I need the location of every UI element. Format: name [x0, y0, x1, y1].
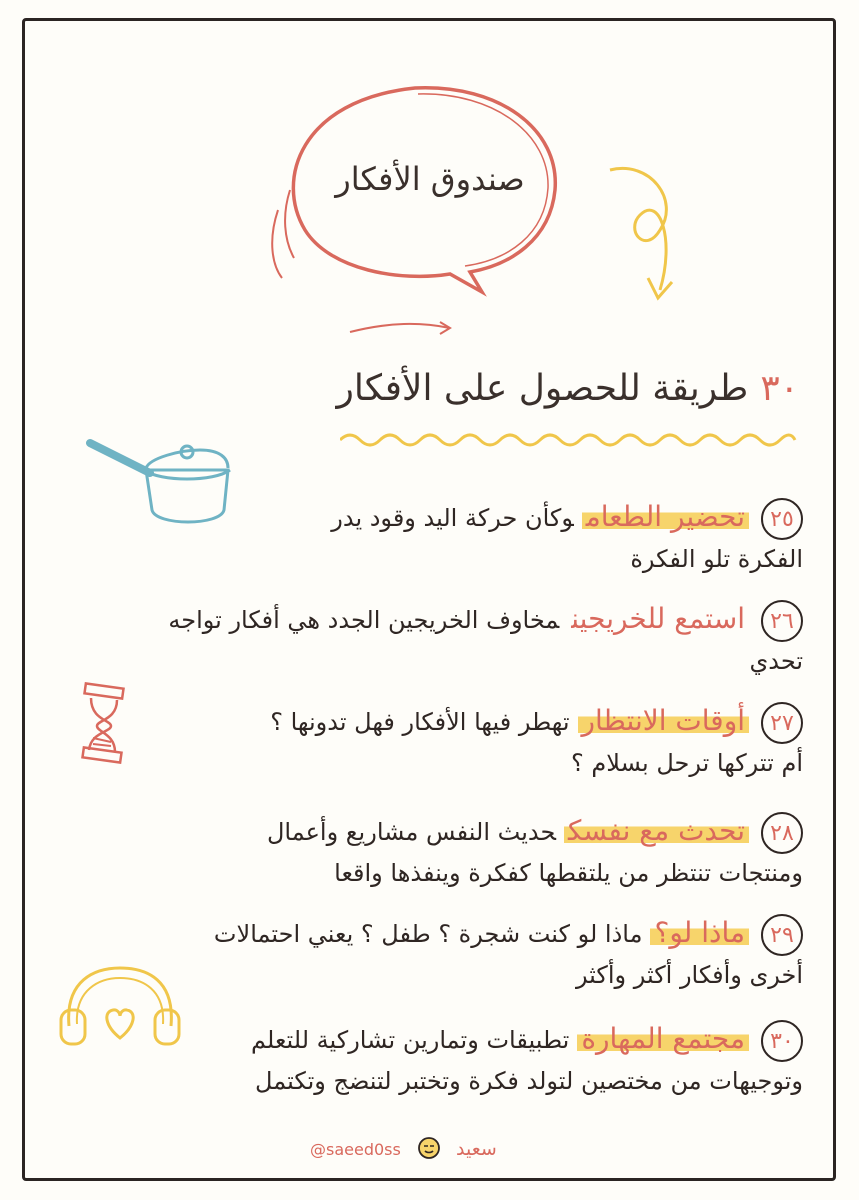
list-item: [270, 702, 803, 782]
item-number-badge: ٢٥: [761, 498, 803, 540]
item-highlight: تحدث مع نفسك: [564, 814, 749, 847]
subtitle-number: ٣٠: [760, 368, 799, 409]
author-name: سعيد: [456, 1138, 497, 1160]
author-handle[interactable]: @saeed0ss: [310, 1140, 401, 1159]
item-number-badge: ٣٠: [761, 1020, 803, 1062]
item-line2: تحدي: [749, 647, 803, 675]
item-highlight: تحضير الطعام: [582, 500, 749, 533]
list-item: [214, 914, 803, 994]
item-number-badge: ٢٩: [761, 914, 803, 956]
item-line2: ومنتجات تنتظر من يلتقطها كفكرة وينفذها واقعا: [334, 859, 803, 887]
list-item: [168, 600, 803, 680]
hourglass-icon: [75, 680, 135, 770]
item-line1: تهطر فيها الأفكار فهل تدونها ؟: [270, 708, 570, 736]
list-item: [251, 1020, 803, 1100]
item-line2: الفكرة تلو الفكرة: [630, 545, 803, 573]
author-logo-icon: [417, 1136, 441, 1160]
item-line2: أم تتركها ترحل بسلام ؟: [571, 749, 803, 777]
item-line2: وتوجيهات من مختصين لتولد فكرة وتختبر لتنضج وتكتمل: [255, 1067, 803, 1095]
item-highlight: استمع للخريجين: [571, 602, 745, 635]
bubble-title: صندوق الأفكار: [335, 160, 525, 198]
item-highlight: مجتمع المهارة: [577, 1022, 749, 1055]
wavy-divider: [340, 428, 800, 452]
item-line1: وكأن حركة اليد وقود يدر: [331, 504, 574, 532]
item-highlight: ماذا لو؟: [650, 916, 749, 949]
item-line1: تطبيقات وتمارين تشاركية للتعلم: [251, 1026, 570, 1054]
cooking-pot-icon: [80, 428, 240, 538]
subtitle: [336, 368, 799, 409]
item-number-badge: ٢٨: [761, 812, 803, 854]
list-item: [331, 498, 803, 578]
footer: [300, 1134, 560, 1164]
subtitle-text: طريقة للحصول على الأفكار: [336, 368, 749, 409]
speech-bubble-icon: [250, 60, 580, 360]
item-number-badge: ٢٧: [761, 702, 803, 744]
item-number-badge: ٢٦: [761, 600, 803, 642]
headphones-icon: [55, 960, 185, 1050]
curly-arrow-icon: [600, 160, 690, 310]
item-line1: مخاوف الخريجين الجدد هي أفكار تواجه: [168, 606, 560, 634]
item-line1: حديث النفس مشاريع وأعمال: [266, 818, 556, 846]
item-line1: ماذا لو كنت شجرة ؟ طفل ؟ يعني احتمالات: [213, 920, 643, 948]
item-line2: أخرى وأفكار أكثر وأكثر: [575, 961, 803, 989]
list-item: [267, 812, 803, 892]
item-highlight: أوقات الانتظار: [578, 704, 750, 737]
